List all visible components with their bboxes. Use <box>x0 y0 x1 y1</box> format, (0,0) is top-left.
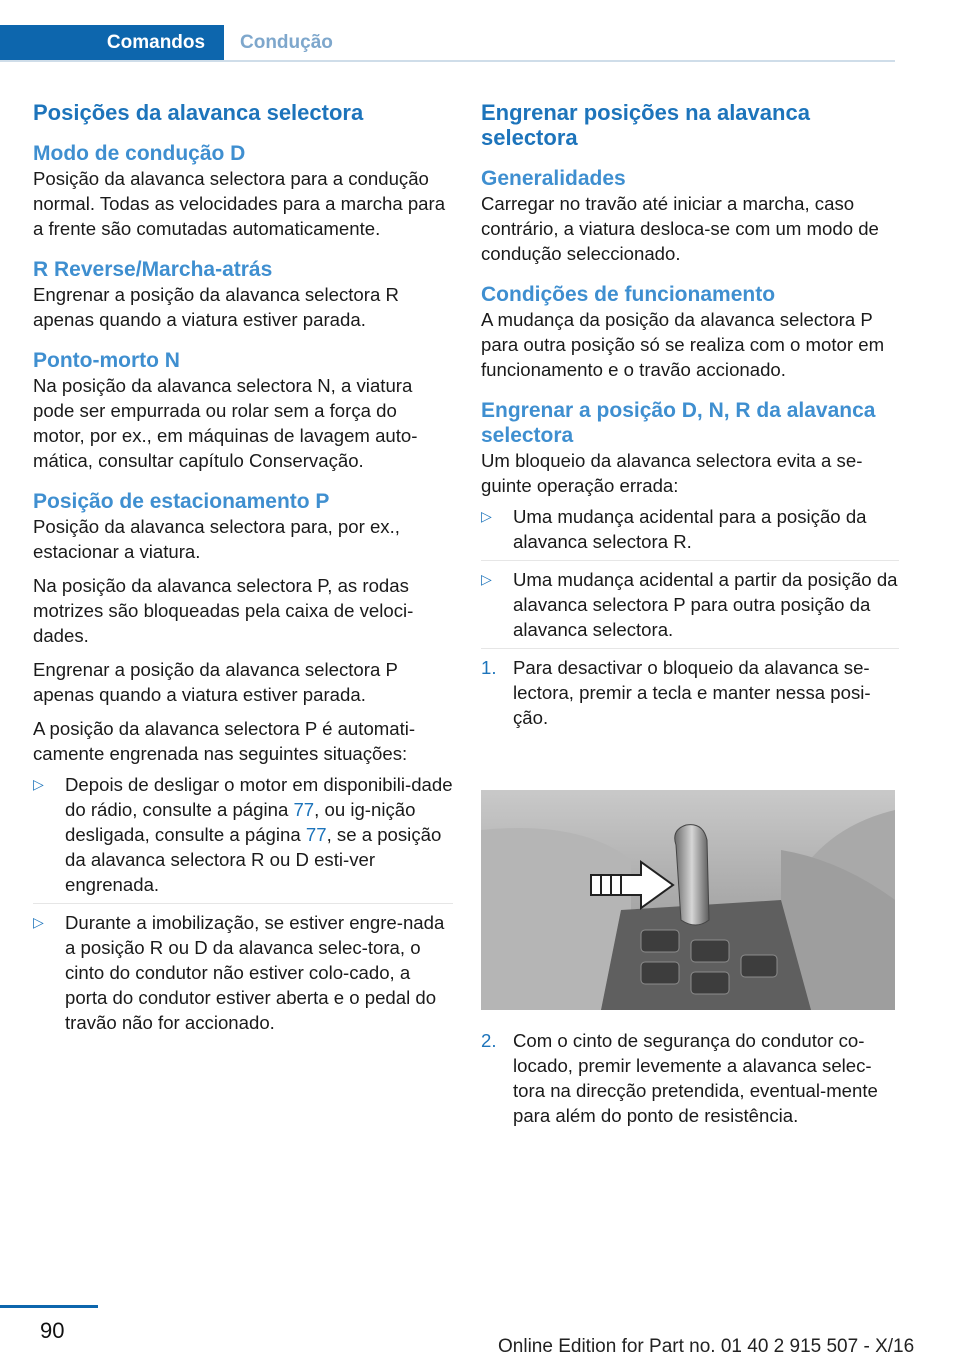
triangle-bullet-icon: ▷ <box>481 508 492 524</box>
header-rule <box>0 60 895 62</box>
text-general: Carregar no travão até iniciar a marcha, caso contrário, a viatura desloca-se com um modo de condução seleccionado. <box>481 193 879 264</box>
list-item: ▷ Uma mudança acidental para a posição da alavanca selectora R. <box>481 498 899 561</box>
text-park-3: Engrenar a posição da alavanca selectora P apenas quando a viatura estiver parada. <box>33 659 398 705</box>
text-neutral: Na posição da alavanca selectora N, a viatura pode ser empurrada ou rolar sem a força do motor, por ex., em máquinas de lavagem auto‐mática, consultar capítulo Conservação. <box>33 375 418 471</box>
chapter-tabs <box>0 25 895 61</box>
steps-continued <box>481 1022 899 1134</box>
triangle-bullet-icon: ▷ <box>33 776 44 792</box>
edition-info: Online Edition for Part no. 01 40 2 915 507 - X/16 <box>498 1336 915 1357</box>
text-engage-dnr: Um bloqueio da alavanca selectora evita a se‐guinte operação errada: <box>481 450 863 496</box>
step-2-block <box>481 1022 899 1134</box>
heading-park: Posição de estacionamento P <box>33 490 330 513</box>
step-1: 1. Para desactivar o bloqueio da alavanca se‐lectora, premir a tecla e manter nessa posi‐ção. <box>481 657 871 728</box>
park-conditions-list <box>33 766 453 1041</box>
section-title-selector-positions: Posições da alavanca selectora <box>33 100 364 125</box>
list-item: ▷ Depois de desligar o motor em disponibili‐dade do rádio, consulte a página 77, ou ig‐nição desligada, consulte a página 77, se a posição da alavanca selectora R ou D esti‐ver engrenada. <box>33 766 453 904</box>
triangle-bullet-icon: ▷ <box>33 914 44 930</box>
text-reverse: Engrenar a posição da alavanca selectora R apenas quando a viatura estiver parada. <box>33 284 399 330</box>
step-number: 2. <box>481 1030 497 1051</box>
step-number: 1. <box>481 657 497 678</box>
text-operating-conditions: A mudança da posição da alavanca selectora P para outra posição só se realiza com o motor em funcionamento e o travão accionado. <box>481 309 885 380</box>
list-item: ▷ Uma mudança acidental a partir da posição da alavanca selectora P para outra posição da alavanca selectora. <box>481 561 899 649</box>
text-park-4: A posição da alavanca selectora P é automati‐camente engrenada nas seguintes situações: <box>33 718 416 764</box>
text-drive-mode: Posição da alavanca selectora para a condução normal. Todas as velocidades para a marcha para a frente são comutadas automaticamente. <box>33 168 446 239</box>
section-title-engage-positions: Engrenar posições na alavanca selectora <box>481 100 810 150</box>
text-park-2: Na posição da alavanca selectora P, as rodas motrizes são bloqueadas pela caixa de veloci‐dades. <box>33 575 414 646</box>
list-item: ▷ Durante a imobilização, se estiver engre‐nada a posição R ou D da alavanca selec‐tora, o cinto do condutor não estiver colo‐cado, a porta do condutor estiver aberta e o pedal do travão não for accionado. <box>33 912 445 1033</box>
heading-drive-mode: Modo de condução D <box>33 142 246 165</box>
right-column <box>481 100 899 736</box>
heading-reverse: R Reverse/Marcha-atrás <box>33 258 273 281</box>
left-column <box>33 100 453 1041</box>
heading-neutral: Ponto-morto N <box>33 349 180 372</box>
tab-conducao[interactable]: Condução <box>240 32 333 53</box>
heading-general: Generalidades <box>481 167 626 190</box>
page-link-77[interactable]: 77 <box>293 799 315 820</box>
tab-strip <box>0 25 88 61</box>
footer-rule <box>0 1305 98 1308</box>
heading-engage-dnr: Engrenar a posição D, N, R da alavanca selectora <box>481 399 876 447</box>
selector-lever-photo <box>481 790 895 1010</box>
step-2: 2. Com o cinto de segurança do condutor co‐locado, premir levemente a alavanca selec‐tora na direcção pretendida, eventual‐mente para além do ponto de resistência. <box>481 1030 878 1126</box>
page-number: 90 <box>40 1318 65 1343</box>
text-park-1: Posição da alavanca selectora para, por ex., estacionar a viatura. <box>33 516 400 562</box>
heading-operating-conditions: Condições de funcionamento <box>481 283 776 306</box>
interlock-list <box>481 498 899 736</box>
tab-comandos[interactable]: Comandos <box>88 25 224 61</box>
triangle-bullet-icon: ▷ <box>481 571 492 587</box>
page-link-77-second[interactable]: 77 <box>305 824 327 845</box>
